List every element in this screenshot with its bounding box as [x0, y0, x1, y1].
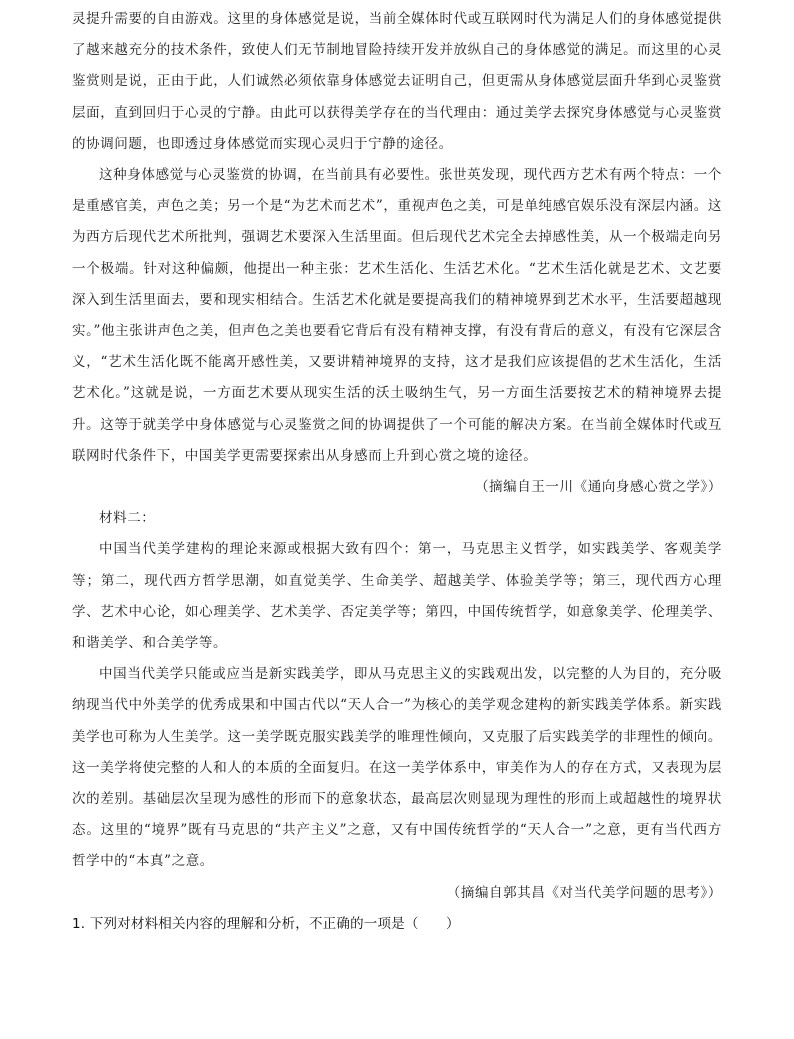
material-one-source: （摘编自王一川《通向身感心赏之学》）	[474, 479, 722, 496]
document-page	[72, 4, 722, 937]
material-two-source: （摘编自郭其昌《对当代美学问题的思考》）	[446, 884, 722, 901]
material-one-paragraph-continued: 灵提升需要的自由游戏。这里的身体感觉是说，当前全媒体时代或互联网时代为满足人们的身体感觉提供了越来越充分的技术条件，致使人们无节制地冒险持续开发并放纵自己的身体感觉的满足。而这里的心灵鉴赏则是说，正由于此，人们诚然必须依靠身体感觉去证明自己，但更需从身体感觉层面升华到心灵鉴赏层面，直到回归于心灵的宁静。由此可以获得美学存在的当代理由：通过美学去探究身体感觉与心灵鉴赏的协调问题，也即透过身体感觉而实现心灵归于宁静的途径。	[72, 11, 722, 152]
material-two-paragraph: 中国当代美学建构的理论来源或根据大致有四个：第一，马克思主义哲学，如实践美学、客观美学等；第二，现代西方哲学思潮，如直觉美学、生命美学、超越美学、体验美学等；第三，现代西方心理学、艺术中心论，如心理美学、艺术美学、否定美学等；第四，中国传统哲学，如意象美学、伦理美学、和谐美学、和合美学等。	[72, 541, 722, 652]
material-one-paragraph: 这种身体感觉与心灵鉴赏的协调，在当前具有必要性。张世英发现，现代西方艺术有两个特点：一个是重感官美，声色之美；另一个是“为艺术而艺术”，重视声色之美，可是单纯感官娱乐没有深层内涵。这为西方后现代艺术所批判，强调艺术要深入生活里面。但后现代艺术完全去掉感性美，从一个极端走向另一个极端。针对这种偏颇，他提出一种主张：艺术生活化、生活艺术化。“艺术生活化就是艺术、文艺要深入到生活里面去，要和现实相结合。生活艺术化就是要提高我们的精神境界到艺术水平，生活要超越现实。”他主张讲声色之美，但声色之美也要看它背后有没有精神支撑，有没有背后的意义，有没有它深层含义，“艺术生活化既不能离开感性美，又要讲精神境界的支持，这才是我们应该提倡的艺术生活化，生活艺术化。”这就是说，一方面艺术要从现实生活的沃土吸纳生气，另一方面生活要按艺术的精神境界去提升。这等于就美学中身体感觉与心灵鉴赏之间的协调提供了一个可能的解决方案。在当前全媒体时代或互联网时代条件下，中国美学更需要探索出从身感而上升到心赏之境的途径。	[72, 167, 722, 464]
question-1: 1. 下列对材料相关内容的理解和分析，不正确的一项是（ ）	[72, 915, 460, 932]
material-two-paragraph: 中国当代美学只能或应当是新实践美学，即从马克思主义的实践观出发，以完整的人为目的，充分吸纳现当代中外美学的优秀成果和中国古代以“天人合一”为核心的美学观念建构的新实践美学体系。新实践美学也可称为人生美学。这一美学既克服实践美学的唯理性倾向，又克服了后实践美学的非理性的倾向。这一美学将使完整的人和人的本质的全面复归。在这一美学体系中，审美作为人的存在方式，又表现为层次的差别。基础层次呈现为感性的形而下的意象状态，最高层次则显现为理性的形而上或超越性的境界状态。这里的“境界”既有马克思的“共产主义”之意，又有中国传统哲学的“天人合一”之意，更有当代西方哲学中的“本真”之意。	[72, 666, 722, 870]
material-two-heading: 材料二：	[99, 510, 156, 527]
